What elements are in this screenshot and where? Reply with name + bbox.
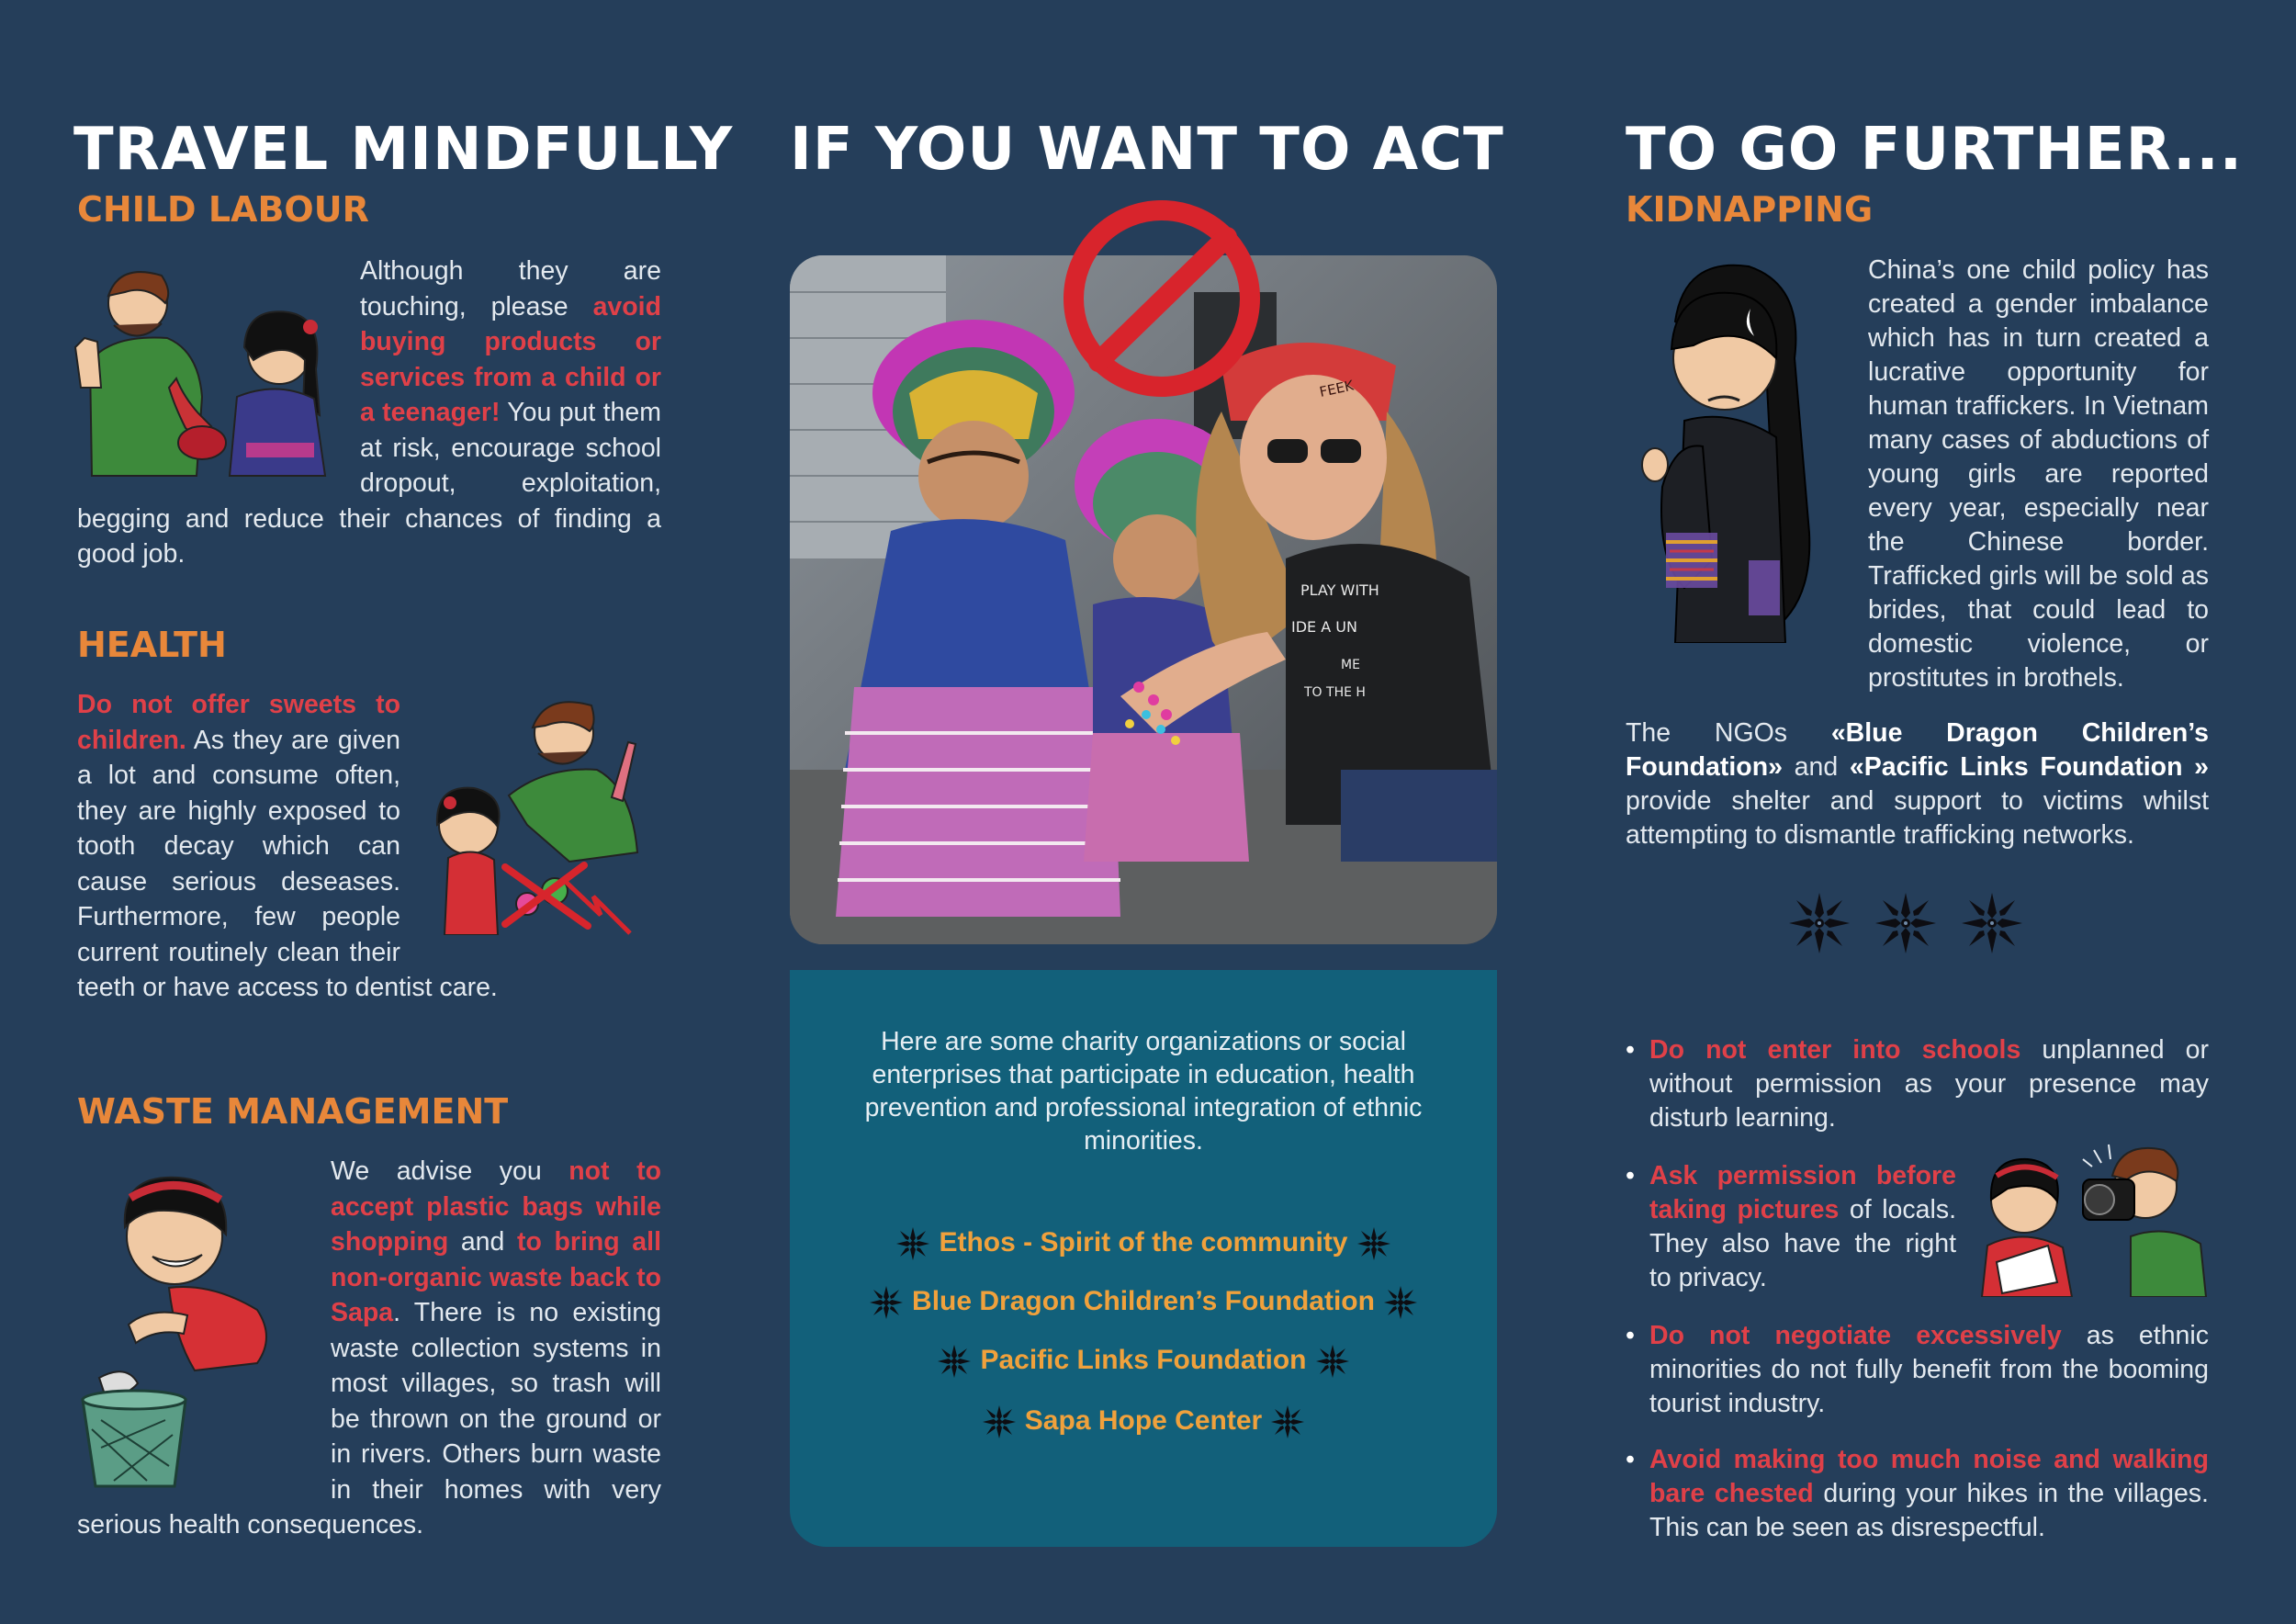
right-column (1626, 0, 2243, 1624)
health-heading: HEALTH (77, 625, 227, 665)
child-labour-heading: CHILD LABOUR (77, 189, 369, 230)
to-go-further-title: TO GO FURTHER... (1626, 116, 2243, 184)
photographer-illustration (1975, 1135, 2210, 1297)
org-sapa-hope: Sapa Hope Center (790, 1404, 1497, 1440)
waste-management-heading: WASTE MANAGEMENT (77, 1091, 509, 1132)
shirt-text-line-3: ME (1341, 658, 1360, 672)
girl-throwing-waste-illustration (73, 1154, 314, 1494)
prohibition-sign-icon (1056, 193, 1267, 404)
waste-management-text: We advise you not to accept plastic bags while shopping and to bring all non-organic waste back to Sapa. There is no existing waste collection systems in most villages, so trash will be thrown on the ground or in rivers. Others burn waste in their homes with very serious health consequences. (77, 1154, 661, 1543)
ornament-icon (936, 1343, 973, 1380)
charity-intro-text: Here are some charity organizations or social enterprises that participate in education, health prevention and professional integration of ethnic minorities. (864, 1027, 1423, 1156)
ornament-icon (1314, 1343, 1351, 1380)
bullet-negotiate: • Do not negotiate excessively as ethnic minorities do not fully benefit from the booming tourist industry. (1626, 1321, 2209, 1418)
org-ethos: Ethos - Spirit of the community (790, 1225, 1497, 1262)
ornament-icon (1787, 891, 1851, 955)
org-pacific-links: Pacific Links Foundation (790, 1343, 1497, 1380)
ornament-icon (981, 1404, 1018, 1440)
ornament-icon (1874, 891, 1938, 955)
kidnapping-heading: KIDNAPPING (1626, 189, 1874, 230)
kidnapping-text: China’s one child policy has created a gender imbalance which has in turn created a lucrative opportunity for human traffickers. In Vietnam many cases of abductions of young girls are reported every year, especially near the Chinese border. Trafficked girls will be sold as brides, that could lead to domestic violence, or prostitutes in brothels. (1868, 255, 2209, 693)
charity-organizations-box (790, 970, 1497, 1547)
if-you-want-to-act-title: IF YOU WANT TO ACT (790, 116, 1504, 184)
cap-text: FEEK (1318, 377, 1356, 400)
sad-girl-illustration (1629, 257, 1831, 643)
shirt-text-line-2: IDE A UN (1291, 618, 1357, 636)
middle-column (790, 0, 1504, 1624)
health-text: Do not offer sweets to children. As they are given a lot and consume often, they are highly exposed to tooth decay which can cause serious deseases. Furthermore, few people current routinely clean their teeth or have access to dentist care. (77, 687, 661, 1006)
bullet-noise: • Avoid making too much noise and walking bare chested during your hikes in the villages. This can be seen as disrespectful. (1626, 1445, 2209, 1542)
ornament-icon (1960, 891, 2024, 955)
no-sweets-illustration (417, 687, 665, 935)
bullet-schools: • Do not enter into schools unplanned or without permission as your presence may disturb learning. (1626, 1035, 2210, 1133)
ornament-icon (1382, 1284, 1419, 1321)
child-labour-text: Although they are touching, please avoid buying products or services from a child or a teenager! You put them at risk, encourage school dropout, exploitation, begging and reduce their chances of finding a good job. (77, 254, 661, 572)
ornament-icon (1356, 1225, 1392, 1262)
ornament-icon (1269, 1404, 1306, 1440)
ngo-text: The NGOs «Blue Dragon Children’s Foundation» and «Pacific Links Foundation » provide shelter and support to victims whilst attempting to dismantle trafficking networks. (1626, 718, 2209, 850)
shirt-text-line-4: TO THE H (1304, 685, 1366, 700)
ornament-divider (1787, 891, 2063, 955)
org-blue-dragon: Blue Dragon Children’s Foundation (790, 1284, 1497, 1321)
ornament-icon (868, 1284, 905, 1321)
tourist-buying-from-child-illustration (73, 259, 345, 478)
travel-mindfully-title: TRAVEL MINDFULLY (73, 116, 734, 184)
shirt-text-line-1: PLAY WITH (1300, 581, 1379, 599)
left-column (73, 0, 734, 1624)
bullet-pictures: • Ask permission before taking pictures of locals. They also have the right to privacy. (1626, 1161, 1957, 1292)
ornament-icon (895, 1225, 931, 1262)
